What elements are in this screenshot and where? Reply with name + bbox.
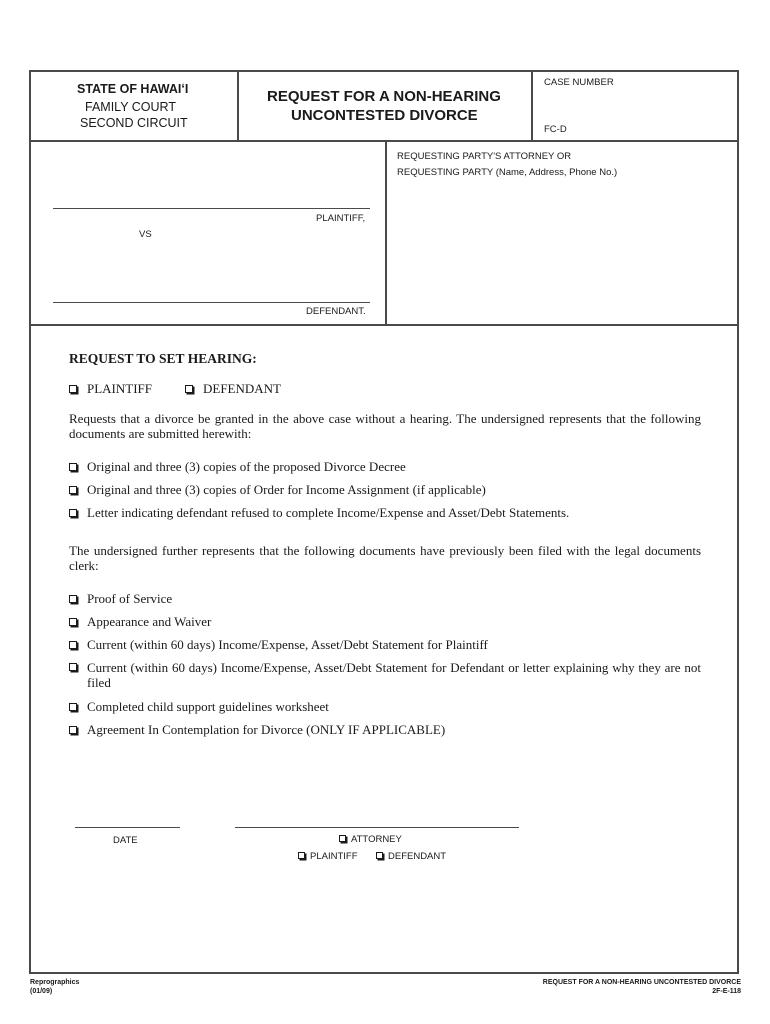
form-title-line2: UNCONTESTED DIVORCE <box>291 107 478 124</box>
state-name: STATE OF HAWAIʻI <box>77 82 189 96</box>
signature-line[interactable] <box>235 827 519 828</box>
checkbox-icon[interactable] <box>69 641 77 649</box>
vs-label: VS <box>139 229 152 240</box>
request-heading: REQUEST TO SET HEARING: <box>69 351 257 366</box>
header-bottom-rule <box>31 140 737 142</box>
checkbox-icon[interactable] <box>339 835 346 842</box>
submitted-doc-text: Letter indicating defendant refused to complete Income/Expense and Asset/Debt Statements. <box>87 505 570 520</box>
signer-option-plaintiff-label: PLAINTIFF <box>310 851 358 862</box>
party-option-defendant-label: DEFENDANT <box>203 381 281 396</box>
date-line[interactable] <box>75 827 180 828</box>
filed-doc-text: Appearance and Waiver <box>87 614 212 629</box>
court-form <box>29 70 739 974</box>
party-option-plaintiff[interactable] <box>69 381 152 397</box>
header-divider-right <box>531 72 533 140</box>
defendant-name-line[interactable] <box>53 302 370 303</box>
further-intro: The undersigned further represents that the following documents have previously been filed with the legal documents clerk: <box>69 543 701 573</box>
signer-option-plaintiff[interactable] <box>298 851 358 862</box>
date-label: DATE <box>113 835 138 846</box>
checkbox-icon[interactable] <box>69 703 77 711</box>
party-option-plaintiff-label: PLAINTIFF <box>87 381 153 396</box>
filed-doc-item[interactable] <box>69 637 488 652</box>
submitted-doc-item[interactable] <box>69 505 569 520</box>
checkbox-icon[interactable] <box>69 618 77 626</box>
filed-doc-item[interactable] <box>69 722 445 737</box>
court-name: FAMILY COURT <box>85 100 176 114</box>
signer-option-attorney[interactable] <box>339 834 402 845</box>
checkbox-icon[interactable] <box>69 663 77 671</box>
filed-doc-text: Agreement In Contemplation for Divorce (ONLY IF APPLICABLE) <box>87 722 446 737</box>
checkbox-icon[interactable] <box>69 509 77 517</box>
submitted-doc-item[interactable] <box>69 482 486 497</box>
caption-divider <box>385 140 387 326</box>
filed-doc-item[interactable] <box>69 614 211 629</box>
defendant-label: DEFENDANT. <box>306 306 366 317</box>
checkbox-icon[interactable] <box>69 385 77 393</box>
signer-option-defendant[interactable] <box>376 851 446 862</box>
case-number-prefix[interactable]: FC-D <box>544 124 567 135</box>
plaintiff-label: PLAINTIFF, <box>316 213 366 224</box>
attorney-label-line2: REQUESTING PARTY (Name, Address, Phone No.) <box>397 167 618 178</box>
filed-doc-text: Current (within 60 days) Income/Expense, Asset/Debt Statement for Defendant or letter explaining why they are not filed <box>87 660 701 690</box>
footer-form-title: REQUEST FOR A NON-HEARING UNCONTESTED DIVORCE <box>542 979 741 986</box>
footer-reprographics: Reprographics <box>30 979 80 986</box>
checkbox-icon[interactable] <box>69 486 77 494</box>
circuit-name: SECOND CIRCUIT <box>80 116 188 130</box>
filed-doc-text: Current (within 60 days) Income/Expense, Asset/Debt Statement for Plaintiff <box>87 637 488 652</box>
footer-revision-date: (01/09) <box>30 988 53 995</box>
filed-doc-item[interactable] <box>69 591 172 606</box>
footer-form-number: 2F-E-118 <box>712 988 741 995</box>
checkbox-icon[interactable] <box>298 852 305 859</box>
filed-doc-item[interactable] <box>69 660 701 690</box>
filed-doc-item[interactable] <box>69 699 329 714</box>
party-option-defendant[interactable] <box>185 381 281 397</box>
filed-doc-text: Proof of Service <box>87 591 173 606</box>
signer-option-defendant-label: DEFENDANT <box>388 851 447 862</box>
filed-doc-text: Completed child support guidelines worksheet <box>87 699 329 714</box>
submitted-doc-item[interactable] <box>69 459 406 474</box>
case-number-label: CASE NUMBER <box>544 77 614 88</box>
submitted-doc-text: Original and three (3) copies of Order for Income Assignment (if applicable) <box>87 482 486 497</box>
checkbox-icon[interactable] <box>69 463 77 471</box>
checkbox-icon[interactable] <box>69 595 77 603</box>
signer-option-attorney-label: ATTORNEY <box>351 834 402 845</box>
form-title-line1: REQUEST FOR A NON-HEARING <box>267 88 501 105</box>
submitted-doc-text: Original and three (3) copies of the proposed Divorce Decree <box>87 459 406 474</box>
attorney-label-line1: REQUESTING PARTY'S ATTORNEY OR <box>397 151 572 162</box>
checkbox-icon[interactable] <box>185 385 193 393</box>
request-intro: Requests that a divorce be granted in the above case without a hearing. The undersigned represents that the following documents are submitted herewith: <box>69 411 701 441</box>
caption-bottom-rule <box>31 324 737 326</box>
header-divider-left <box>237 72 239 140</box>
checkbox-icon[interactable] <box>376 852 383 859</box>
plaintiff-name-line[interactable] <box>53 208 370 209</box>
checkbox-icon[interactable] <box>69 726 77 734</box>
